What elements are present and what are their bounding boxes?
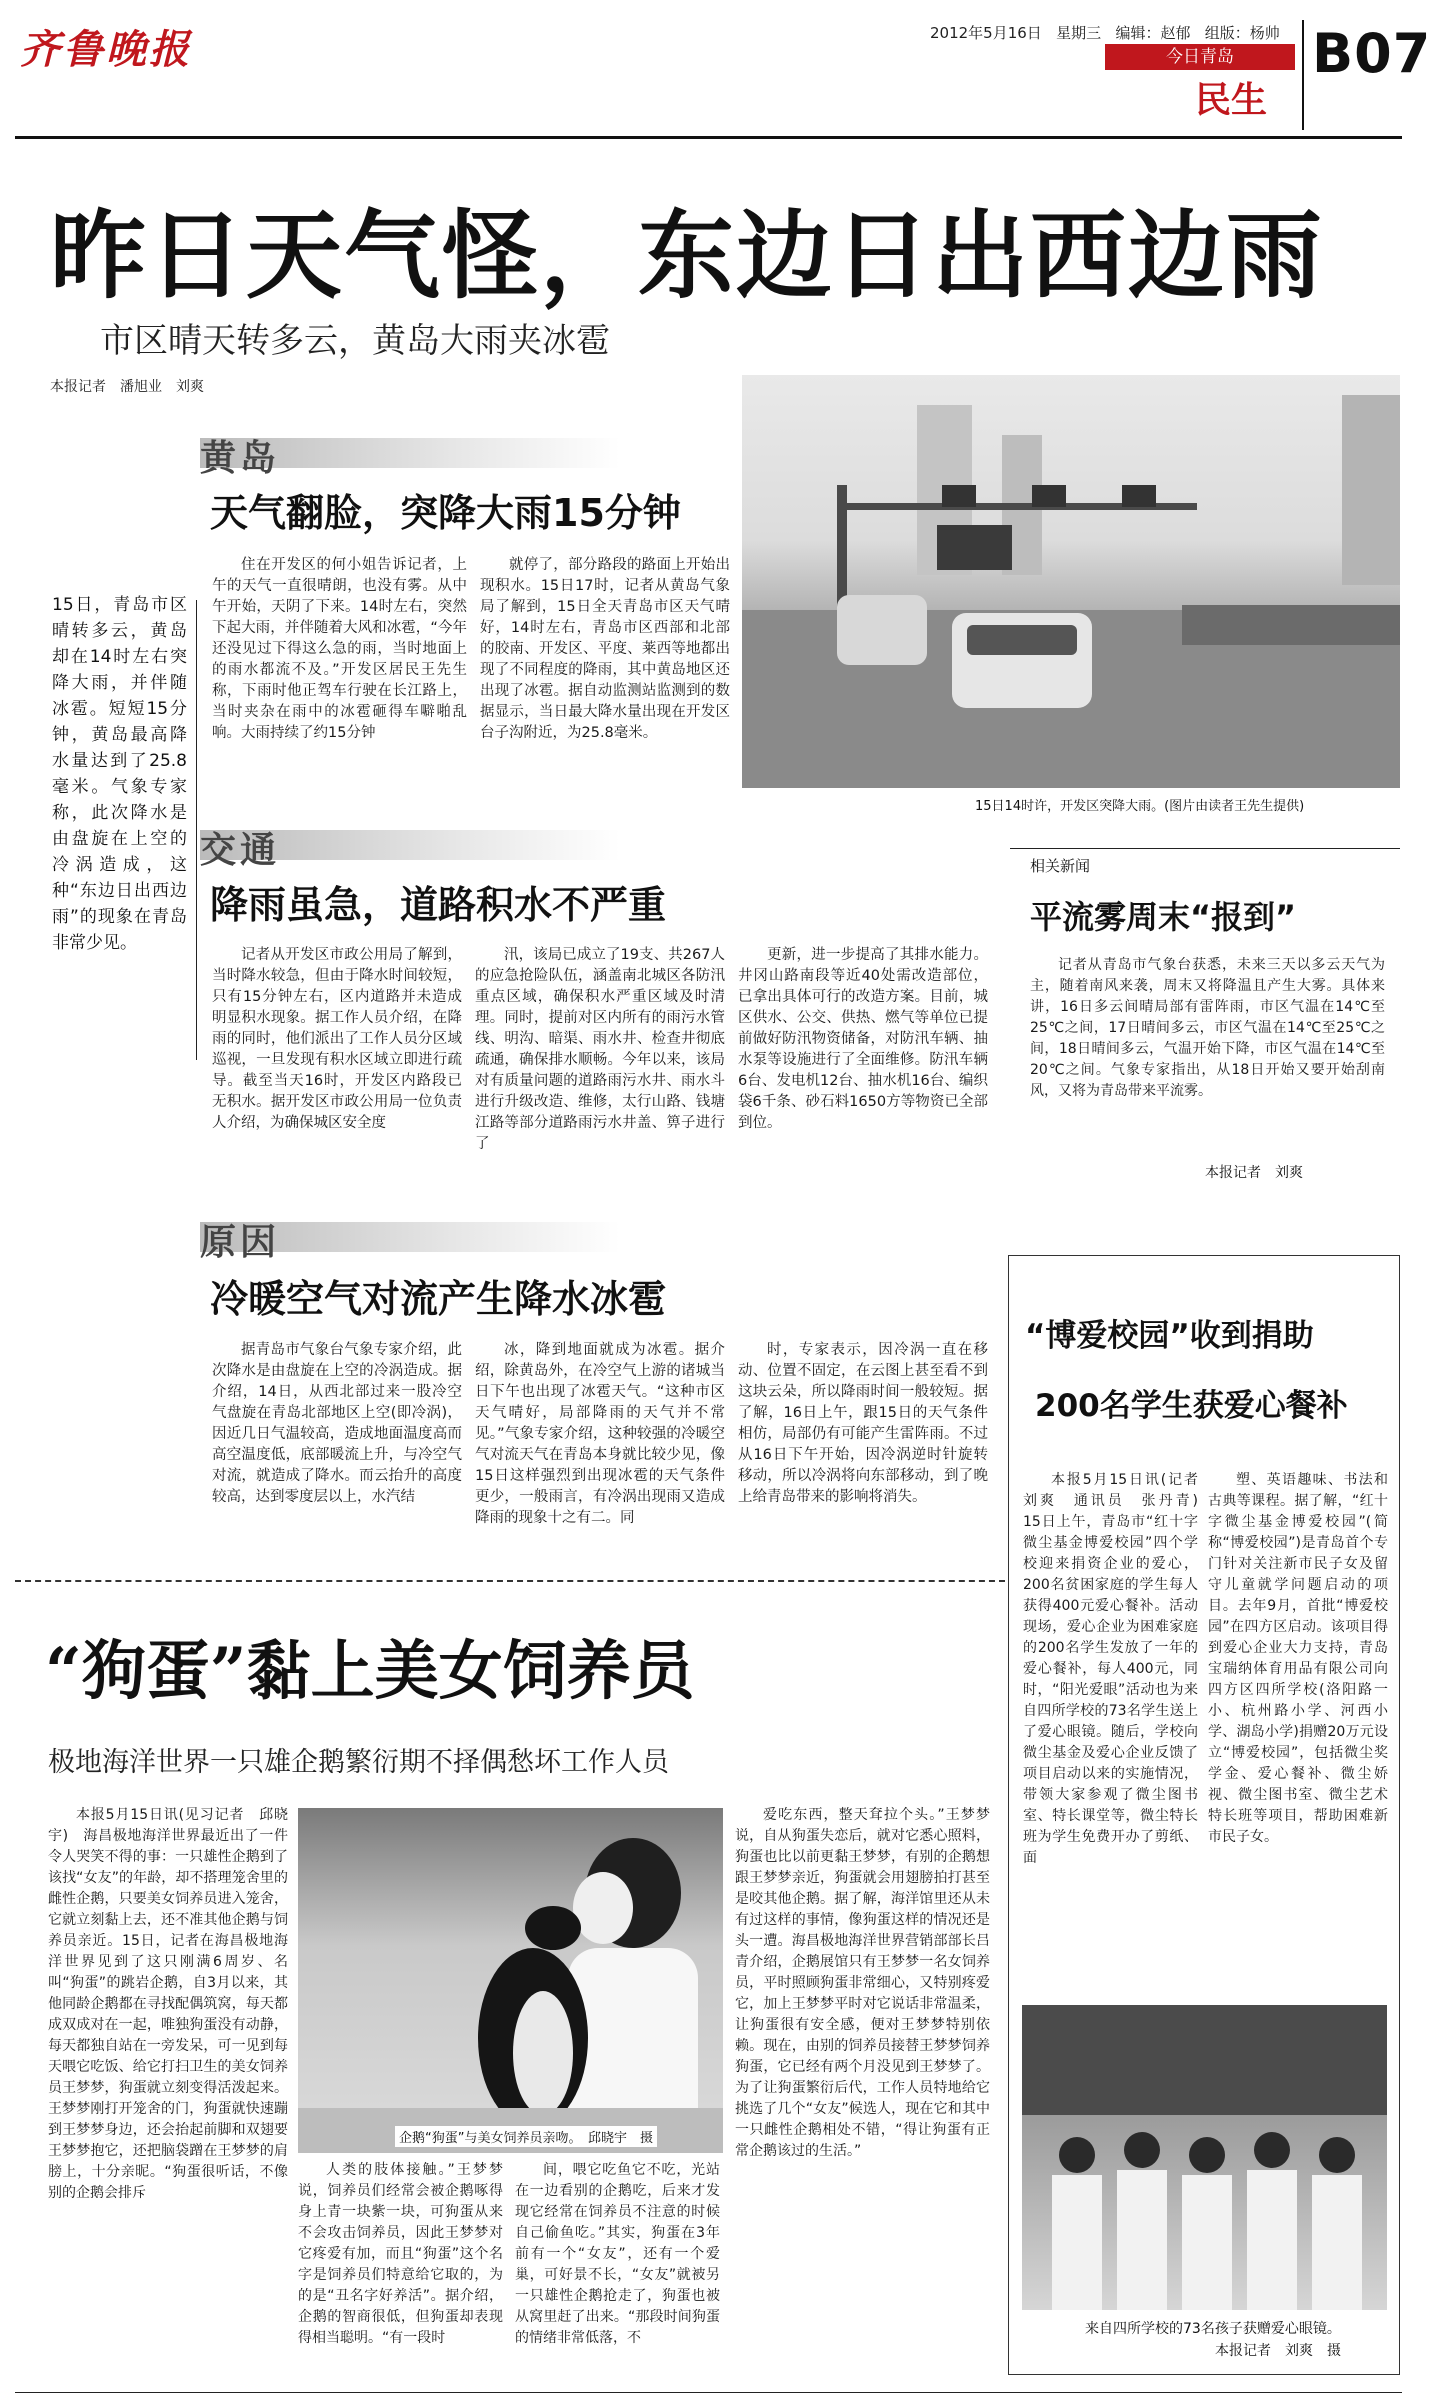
penguin-photo-scene <box>298 1808 723 2153</box>
student-body <box>1312 2175 1362 2310</box>
footer-rule <box>15 2392 1402 2393</box>
penguin-belly <box>513 1991 573 2115</box>
lead-photo-caption: 15日14时许，开发区突降大雨。(图片由读者王先生提供) <box>975 799 1305 814</box>
mid-page-rule <box>15 1580 1005 1582</box>
lead-subheadline: 市区晴天转多云，黄岛大雨夹冰雹 <box>100 321 610 361</box>
student-body <box>1052 2175 1102 2310</box>
charity-title2: 200名学生获爱心餐补 <box>1035 1388 1348 1424</box>
charity-photo <box>1022 2005 1387 2310</box>
student-head <box>1254 2132 1290 2168</box>
header-meta <box>930 22 1280 43</box>
section1-col1 <box>212 555 467 744</box>
section2-col2-text: 汛，该局已成立了19支、共267人的应急抢险队伍，涵盖南北城区各防汛重点区域，确保积水严重区域及时清理。同时，提前对区内所有的雨污水管线、明沟、暗渠、雨水井、检查井彻底疏通，确保排水顺畅。今年以来，该局对有质量问题的道路雨污水井、雨水斗进行升级改造、维修，太行山路、钱塘江路等部分道路雨污水井盖、箅子进行了 <box>475 947 725 1152</box>
photo-backdrop <box>1022 2005 1387 2115</box>
page-number-divider <box>1302 20 1304 130</box>
related-body-text: 记者从青岛市气象台获悉，未来三天以多云天气为主，随着南风来袭，周末又将降温且产生大雾。具体来讲，16日多云间晴局部有雷阵雨，市区气温在14℃至25℃之间，17日晴间多云，市区气温在14℃至25℃之间，18日晴间多云，气温开始下降，市区气温在14℃至20℃之间。气象专家指出，从18日开始又要开始刮南风，又将为青岛带来平流雾。 <box>1030 957 1385 1099</box>
section3-col1-text: 据青岛市气象台气象专家介绍，此次降水是由盘旋在上空的冷涡造成。据介绍，14日，从西北部过来一股冷空气盘旋在青岛北部地区上空(即冷涡)，因近几日气温较高，造成地面温度高而高空温度低，底部暖流上升，与冷空气对流，就造成了降水。而云抬升的高度较高，达到零度层以上，水汽结 <box>212 1342 462 1505</box>
issue-weekday: 星期三 <box>1056 24 1102 42</box>
issue-date: 2012年5月16日 <box>930 24 1042 42</box>
roadside-trees <box>1182 605 1400 645</box>
section3-col3-text: 时，专家表示，因冷涡一直在移动、位置不固定，在云图上甚至看不到这块云朵，所以降雨时间一般较短。据了解，16日上午，跟15日的天气条件相仿，局部仍有可能产生雷阵雨。不过从16日下午开始，因冷涡逆时针旋转移动，所以冷涡将向东部移动，到了晚上给青岛带来的影响将消失。 <box>738 1342 988 1505</box>
student-body <box>1117 2170 1167 2310</box>
lead-photo-scene <box>742 375 1400 788</box>
related-byline: 本报记者 刘爽 <box>1205 1165 1303 1181</box>
penguin-col2 <box>298 2160 503 2349</box>
section2-col1 <box>212 945 462 1134</box>
charity-title1: “博爱校园”收到捐助 <box>1025 1318 1314 1354</box>
section2-label: 交通 <box>200 829 281 871</box>
penguin-col3-text: 间，喂它吃鱼它不吃，光站在一边看别的企鹅吃，后来才发现它经常在饲养员不注意的时候自己偷鱼吃。”其实，狗蛋在3年前有一个“女友”，还有一个爱巢，可好景不长，“女友”就被另一只雄性企鹅抢走了，狗蛋也被从窝里赶了出来。“那段时间狗蛋的情绪非常低落，不 <box>515 2162 720 2346</box>
student-head <box>1124 2132 1160 2168</box>
related-tag: 相关新闻 <box>1030 857 1091 875</box>
penguin-head <box>525 1906 581 1950</box>
section3-col2-text: 冰，降到地面就成为冰雹。据介绍，除黄岛外，在冷空气上游的诸城当日下午也出现了冰雹天气。“这种市区天气晴好，局部降雨的天气并不常见。”气象专家介绍，这种较强的冷暖空气对流天气在青岛本身就比较少见，像15日这样强烈到出现冰雹的天气条件更少，一般雨言，有冷涡出现雨又造成降雨的现象十之有二。同 <box>475 1342 725 1526</box>
photo-building <box>1342 395 1400 585</box>
charity-photo-caption: 来自四所学校的73名孩子获赠爱心眼镜。 <box>1085 2321 1341 2337</box>
car-window <box>967 625 1077 655</box>
penguin-photo <box>298 1808 723 2153</box>
section2-col1-text: 记者从开发区市政公用局了解到，当时降水较急，但由于降水时间较短，只有15分钟左右，区内道路并未造成明显积水现象。据工作人员介绍，在降雨的同时，他们派出了工作人员分区域巡视，一旦发现有积水区域立即进行疏导。截至当天16时，开发区内路段已无积水。据开发区市政公用局一位负责人介绍，为确保城区安全度 <box>212 947 462 1131</box>
car <box>837 595 927 665</box>
section3-col2 <box>475 1340 725 1529</box>
traffic-light <box>1122 485 1156 507</box>
penguin-col1 <box>48 1805 288 2204</box>
penguin-col4 <box>735 1805 990 2162</box>
student-head <box>1319 2137 1355 2173</box>
student-head <box>1189 2137 1225 2173</box>
section2-title: 降雨虽急，道路积水不严重 <box>210 883 667 927</box>
road-sign <box>937 525 1012 570</box>
section-tag: 今日青岛 <box>1105 44 1295 70</box>
charity-col1 <box>1023 1470 1212 1869</box>
related-title: 平流雾周末“报到” <box>1030 898 1297 936</box>
related-top-rule <box>1010 848 1400 849</box>
section2-col2 <box>475 945 725 1155</box>
keeper-face <box>573 1872 633 1944</box>
section1-label: 黄岛 <box>200 437 281 479</box>
section2-col3 <box>738 945 988 1134</box>
lead-photo <box>742 375 1400 788</box>
lead-summary: 15日，青岛市区晴转多云，黄岛却在14时左右突降大雨，并伴随冰雹。短短15分钟，黄岛最高降水量达到了25.8毫米。气象专家称，此次降水是由盘旋在上空的冷涡造成，这种“东边日出西边雨”的现象在青岛非常少见。 <box>52 595 187 953</box>
section1-col1-text: 住在开发区的何小姐告诉记者，上午的天气一直很晴朗，也没有雾。从中午开始，天阴了下来。14时左右，突然下起大雨，并伴随着大风和冰雹，“今年还没见过下得这么急的雨，当时地面上的雨水都流不及。”开发区居民王先生称，下雨时他正驾车行驶在长江路上，当时夹杂在雨中的冰雹砸得车噼啪乱响。大雨持续了约15分钟 <box>212 557 467 741</box>
section3-label: 原因 <box>200 1221 281 1263</box>
student-head <box>1059 2137 1095 2173</box>
traffic-light <box>1032 485 1066 507</box>
student-body <box>1247 2170 1297 2310</box>
penguin-subheadline: 极地海洋世界一只雄企鹅繁衍期不择偶愁坏工作人员 <box>48 1747 669 1778</box>
charity-col2-text: 塑、英语趣味、书法和古典等课程。据了解，“红十字微尘基金博爱校园”(简称“博爱校园”)是青岛首个专门针对关注新市民子女及留守儿童就学问题启动的项目。去年9月，首批“博爱校园”在四方区启动。该项目得到爱心企业大力支持，青岛宝瑞纳体育用品有限公司向四方区四所学校(洛阳路一小、杭州路小学、河西小学、湖岛小学)捐赠20万元设立“博爱校园”，包括微尘奖学金、爱心餐补、微尘娇视、微尘图书室、微尘艺术特长班等项目，帮助困难新市民子女。 <box>1208 1472 1388 1845</box>
section1-title: 天气翻脸，突降大雨15分钟 <box>210 491 681 535</box>
student-body <box>1182 2175 1232 2310</box>
section3-col3 <box>738 1340 988 1508</box>
charity-photo-scene <box>1022 2005 1387 2310</box>
penguin-col4-text: 爱吃东西，整天耷拉个头。”王梦梦说，自从狗蛋失恋后，就对它悉心照料，狗蛋也比以前更黏王梦梦，有别的企鹅想跟王梦梦亲近，狗蛋就会用翅膀拍打甚至是咬其他企鹅。据了解，海洋馆里还从未有过这样的事情，像狗蛋这样的情况还是头一遭。海昌极地海洋世界营销部部长吕青介绍，企鹅展馆只有王梦梦一名女饲养员，平时照顾狗蛋非常细心，又特别疼爱它，加上王梦梦平时对它说话非常温柔，让狗蛋很有安全感，便对王梦梦特别依赖。现在，由别的饲养员接替王梦梦饲养狗蛋，它已经有两个月没见到王梦梦了。为了让狗蛋繁衍后代，工作人员特地给它挑选了几个“女友”候选人，现在它和其中一只雌性企鹅相处不错，“得让狗蛋有正常企鹅该过的生活。” <box>735 1807 990 2159</box>
penguin-photo-caption: 企鹅“狗蛋”与美女饲养员亲吻。 邱晓宇 摄 <box>395 2126 657 2147</box>
section1-col2 <box>480 555 730 744</box>
lead-byline: 本报记者 潘旭业 刘爽 <box>50 379 204 395</box>
editor-credit: 编辑：赵郁 <box>1115 24 1191 42</box>
charity-col2 <box>1208 1470 1388 1848</box>
section1-col2-text: 就停了，部分路段的路面上开始出现积水。15日17时，记者从黄岛气象局了解到，15日全天青岛市区天气晴好，14时左右，青岛市区西部和北部的胶南、开发区、平度、莱西等地都出现了不同程度的降雨，其中黄岛地区还出现了冰雹。据自动监测站监测到的数据显示，当日最大降水量出现在开发区台子沟附近，为25.8毫米。 <box>480 557 730 741</box>
charity-photo-credit: 本报记者 刘爽 摄 <box>1215 2343 1341 2359</box>
traffic-light <box>942 485 976 507</box>
designer-credit: 组版：杨帅 <box>1204 24 1280 42</box>
section3-col1 <box>212 1340 462 1508</box>
penguin-col1-text: 本报5月15日讯(见习记者 邱晓宇) 海昌极地海洋世界最近出了一件令人哭笑不得的事：一只雄性企鹅到了该找“女友”的年龄，却不搭理笼舍里的雌性企鹅，只要美女饲养员进入笼舍，它就立刻黏上去，还不准其他企鹅与饲养员亲近。15日，记者在海昌极地海洋世界见到了这只刚满6周岁、名叫“狗蛋”的跳岩企鹅，自3月以来，其他同龄企鹅都在寻找配偶筑窝，每天都成双成对在一起，唯独狗蛋没有动静，每天都独自站在一旁发呆，可一见到每天喂它吃饭、给它打扫卫生的美女饲养员王梦梦，狗蛋就立刻变得活泼起来。王梦梦刚打开笼舍的门，狗蛋就快速蹦到王梦梦身边，还会抬起前脚和双翅要王梦梦抱它，还把脑袋蹭在王梦梦的肩膀上，十分亲昵。“狗蛋很听话，不像别的企鹅会排斥 <box>48 1807 288 2201</box>
page-number: B07 <box>1312 22 1431 85</box>
charity-col1-text: 本报5月15日讯(记者 刘爽 通讯员 张丹青) 15日上午，青岛市“红十字微尘基金博爱校园”四个学校迎来捐资企业的爱心，200名贫困家庭的学生每人获得400元爱心餐补。活动现场，爱心企业为困难家庭的200名学生发放了一年的爱心餐补，每人400元，同时，“阳光爱眼”活动也为来自四所学校的73名学生送上了爱心眼镜。随后，学校向微尘基金及爱心企业反馈了项目启动以来的实施情况，带领大家参观了微尘图书室、特长课堂等，微尘特长班为学生免费开办了剪纸、面 <box>1023 1472 1212 1866</box>
section-name: 民生 <box>1195 80 1268 121</box>
lead-headline: 昨日天气怪，东边日出西边雨 <box>50 199 1324 312</box>
penguin-col2-text: 人类的肢体接触。”王梦梦说，饲养员们经常会被企鹅啄得身上青一块紫一块，可狗蛋从来不会攻击饲养员，因此王梦梦对它疼爱有加，而且“狗蛋”这个名字是饲养员们特意给它取的，为的是“丑名字好养活”。据介绍，企鹅的智商很低，但狗蛋却表现得相当聪明。“有一段时 <box>298 2162 503 2346</box>
penguin-col3 <box>515 2160 720 2349</box>
section2-col3-text: 更新，进一步提高了其排水能力。井冈山路南段等近40处需改造部位，已拿出具体可行的改造方案。目前，城区供水、公交、供热、燃气等单位已提前做好防汛物资储备，对防汛车辆、抽水泵等设施进行了全面维修。防汛车辆6台、发电机12台、抽水机16台、编织袋6千条、砂石料1650方等物资已全部到位。 <box>738 947 988 1131</box>
header-rule <box>15 136 1402 139</box>
penguin-headline: “狗蛋”黏上美女饲养员 <box>45 1634 695 1709</box>
section3-title: 冷暖空气对流产生降水冰雹 <box>210 1277 667 1321</box>
masthead-logo: 齐鲁晚报 <box>20 26 192 73</box>
related-body <box>1030 955 1385 1102</box>
summary-divider <box>196 600 197 1060</box>
